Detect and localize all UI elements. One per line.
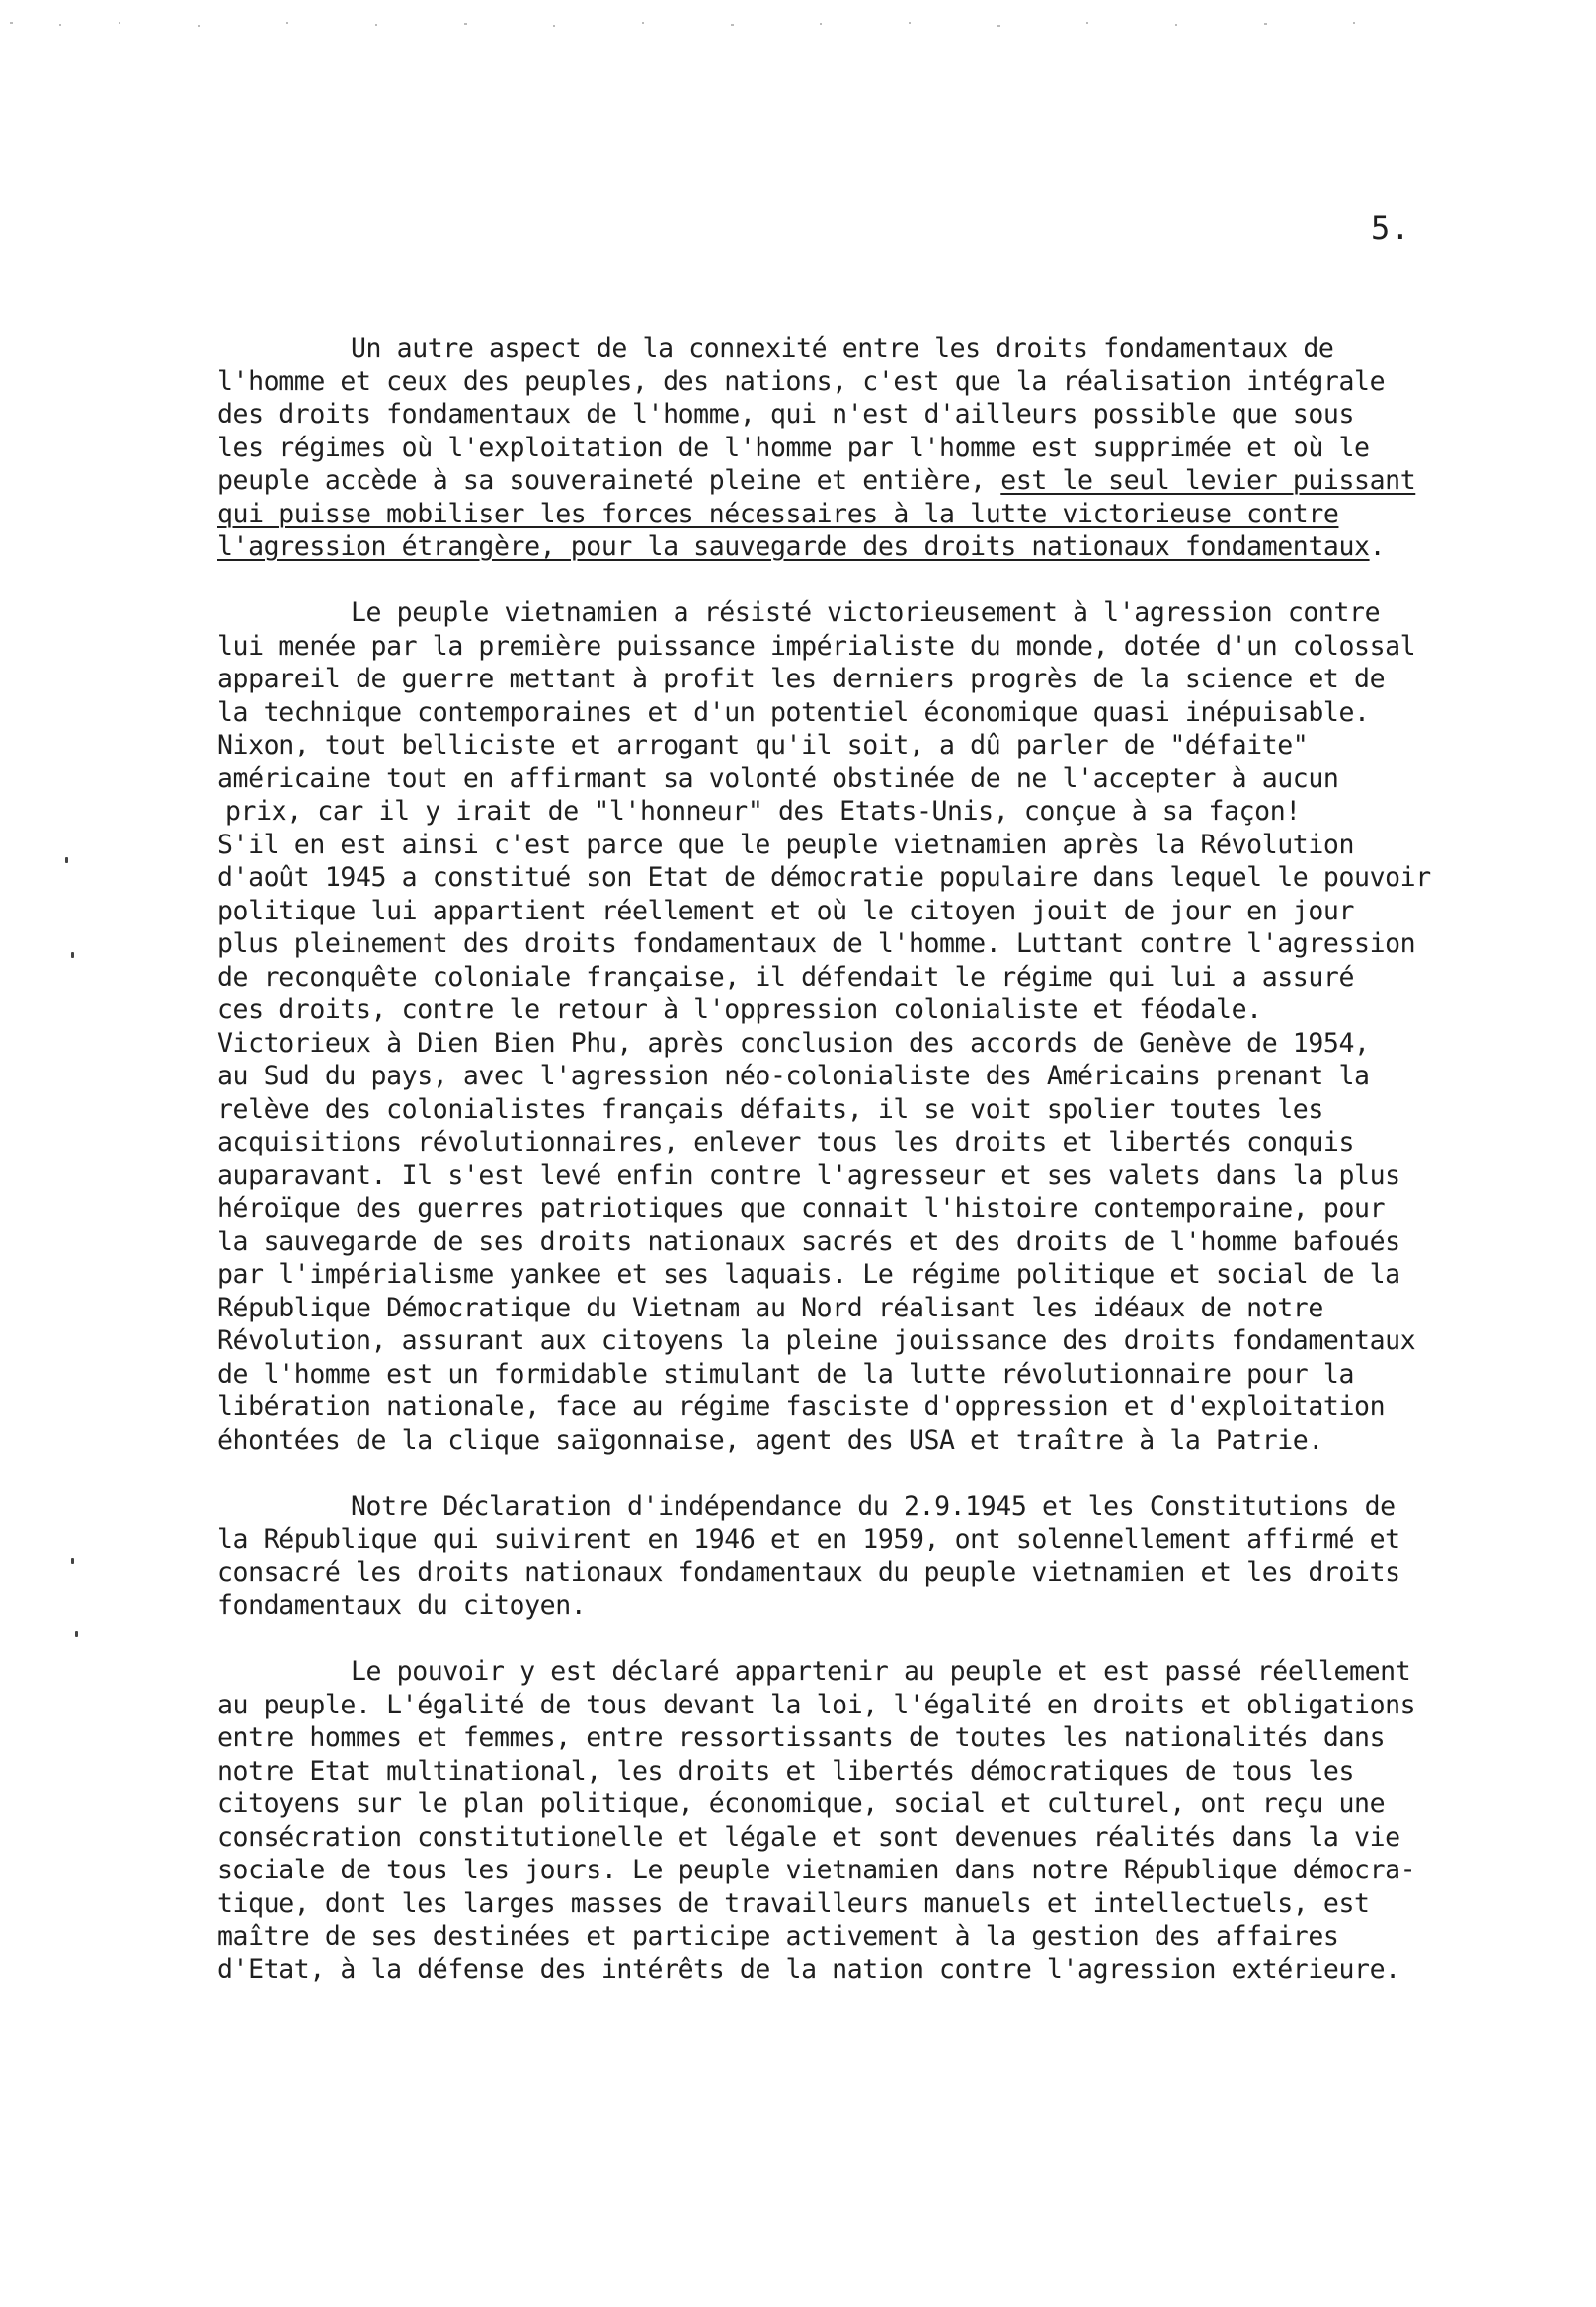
line-text: éhontées de la clique saïgonnaise, agent des USA et traître à la Patrie. [217,1424,1323,1456]
line-text: relève des colonialistes français défaits, il se voit spolier toutes les [217,1093,1323,1125]
text-line [217,1589,1541,1623]
line-text: américaine tout en affirmant sa volonté obstinée de ne l'accepter à aucun [217,762,1339,794]
line-text: fondamentaux du citoyen. [217,1590,587,1621]
line-text: de reconquête coloniale française, il défendait le régime qui lui a assuré [217,961,1355,993]
line-text: héroïque des guerres patriotiques que connait l'histoire contemporaine, pour [217,1193,1386,1224]
line-text: l'homme et ceux des peuples, des nations, c'est que la réalisation intégrale [217,365,1386,397]
text-line [217,1324,1541,1358]
text-line [217,1424,1541,1458]
line-text: au peuple. L'égalité de tous devant la loi, l'égalité en droits et obligations [217,1689,1416,1720]
line-text: Le peuple vietnamien a résisté victorieusement à l'agression contre [351,597,1381,628]
line-text: République Démocratique du Vietnam au Nord réalisant les idéaux de notre [217,1292,1323,1323]
line-text: la République qui suivirent en 1946 et en 1959, ont solennellement affirmé et [217,1524,1400,1554]
paragraph-gap [217,1623,1541,1656]
text-line [217,432,1541,465]
page-number: 5. [1371,209,1411,247]
body-text [217,332,1541,1986]
text-line [217,1755,1541,1789]
text-line [217,927,1541,961]
text-line [217,332,1541,365]
text-line [217,1226,1541,1259]
line-text: prix, car il y irait de "l'honneur" des Etats-Unis, conçue à sa façon! [225,796,1301,827]
text-line [217,895,1541,928]
text-line [217,1523,1541,1556]
line-text: notre Etat multinational, les droits et libertés démocratiques de tous les [217,1755,1355,1787]
text-line [217,1093,1541,1127]
text-line [217,1192,1541,1226]
line-text: Notre Déclaration d'indépendance du 2.9.1945 et les Constitutions de [351,1490,1396,1522]
text-line [217,961,1541,994]
line-text: consacré les droits nationaux fondamentaux du peuple vietnamien et les droits [217,1556,1400,1588]
text-line [217,1159,1541,1193]
text-line [217,597,1541,630]
text-line [217,861,1541,895]
line-text: S'il en est ainsi c'est parce que le peuple vietnamien après la Révolution [217,829,1355,860]
text-line [217,530,1541,564]
line-text: les régimes où l'exploitation de l'homme par l'homme est supprimée et où le [217,432,1370,463]
margin-mark [71,1558,74,1564]
text-line [217,464,1541,498]
text-line [217,365,1541,399]
text-line [217,1027,1541,1061]
text-line [217,1126,1541,1159]
text-line [217,630,1541,664]
text-line [217,994,1541,1027]
line-text: politique lui appartient réellement et où le citoyen jouit de jour en jour [217,895,1355,926]
line-text: entre hommes et femmes, entre ressortissants de toutes les nationalités dans [217,1722,1386,1753]
text-line [217,498,1541,531]
paragraph-gap [217,1457,1541,1490]
text-line [217,795,1541,829]
text-line [217,1358,1541,1392]
line-text: maître de ses destinées et participe activement à la gestion des affaires [217,1921,1339,1951]
line-text: plus pleinement des droits fondamentaux de l'homme. Luttant contre l'agression [217,928,1416,959]
line-text: Révolution, assurant aux citoyens la pleine jouissance des droits fondamentaux [217,1325,1416,1356]
scan-noise-strip [0,0,1596,40]
line-text: lui menée par la première puissance impérialiste du monde, dotée d'un colossal [217,630,1416,662]
line-text: Un autre aspect de la connexité entre les droits fondamentaux de [351,333,1334,363]
text-line [217,1490,1541,1524]
text-line [217,398,1541,432]
line-text: peuple accède à sa souveraineté pleine et entière, [217,465,1001,496]
text-line [217,729,1541,762]
line-text: acquisitions révolutionnaires, enlever tous les droits et libertés conquis [217,1127,1355,1157]
text-line [217,1821,1541,1855]
line-text: la technique contemporaines et d'un potentiel économique quasi inépuisable. [217,696,1370,728]
underlined-text: l'agression étrangère, pour la sauvegarde des droits nationaux fondamentaux [217,531,1370,562]
text-line [217,1953,1541,1987]
text-line [217,1721,1541,1755]
text-line [217,1556,1541,1590]
text-line [217,762,1541,796]
paragraph [217,597,1541,1457]
underlined-text: est le seul levier puissant [1000,465,1416,496]
line-text: Victorieux à Dien Bien Phu, après conclusion des accords de Genève de 1954, [217,1027,1370,1059]
line-text: d'août 1945 a constitué son Etat de démocratie populaire dans lequel le pouvoir [217,862,1431,893]
line-text: la sauvegarde de ses droits nationaux sacrés et des droits de l'homme bafoués [217,1226,1400,1257]
text-line [217,1689,1541,1722]
line-text: des droits fondamentaux de l'homme, qui n'est d'ailleurs possible que sous [217,399,1355,430]
text-line [217,663,1541,696]
line-text: citoyens sur le plan politique, économique, social et culturel, ont reçu une [217,1789,1386,1819]
line-text: ces droits, contre le retour à l'oppression colonialiste et féodale. [217,994,1262,1025]
line-text: Nixon, tout belliciste et arrogant qu'il soit, a dû parler de "défaite" [217,730,1309,760]
line-text: appareil de guerre mettant à profit les derniers progrès de la science et de [217,664,1386,694]
margin-mark [75,1631,78,1637]
text-line [217,1391,1541,1424]
line-text: au Sud du pays, avec l'agression néo-colonialiste des Américains prenant la [217,1061,1370,1091]
margin-mark [65,857,68,863]
underlined-text: qui puisse mobiliser les forces nécessaires à la lutte victorieuse contre [217,498,1339,529]
line-text: libération nationale, face au régime fasciste d'oppression et d'exploitation [217,1392,1386,1422]
paragraph [217,1655,1541,1986]
line-text: consécration constitutionelle et légale et sont devenues réalités dans la vie [217,1821,1400,1853]
line-suffix: . [1369,531,1386,562]
line-text: de l'homme est un formidable stimulant de la lutte révolutionnaire pour la [217,1358,1355,1390]
text-line [217,1292,1541,1325]
line-text: auparavant. Il s'est levé enfin contre l'agresseur et ses valets dans la plus [217,1159,1400,1191]
line-text: tique, dont les larges masses de travailleurs manuels et intellectuels, est [217,1887,1370,1919]
text-line [217,1854,1541,1887]
line-text: Le pouvoir y est déclaré appartenir au peuple et est passé réellement [351,1656,1411,1687]
text-line [217,1887,1541,1921]
paragraph [217,332,1541,564]
line-text: sociale de tous les jours. Le peuple vietnamien dans notre République démocra- [217,1855,1416,1885]
text-line [217,1060,1541,1093]
paragraph [217,1490,1541,1623]
text-line [217,1655,1541,1689]
paragraph-gap [217,564,1541,597]
text-line [217,829,1541,862]
line-text: par l'impérialisme yankee et ses laquais. Le régime politique et social de la [217,1259,1400,1290]
margin-mark [71,952,74,958]
text-line [217,696,1541,730]
line-text: d'Etat, à la défense des intérêts de la nation contre l'agression extérieure. [217,1953,1400,1985]
text-line [217,1920,1541,1953]
text-line [217,1788,1541,1821]
text-line [217,1258,1541,1292]
